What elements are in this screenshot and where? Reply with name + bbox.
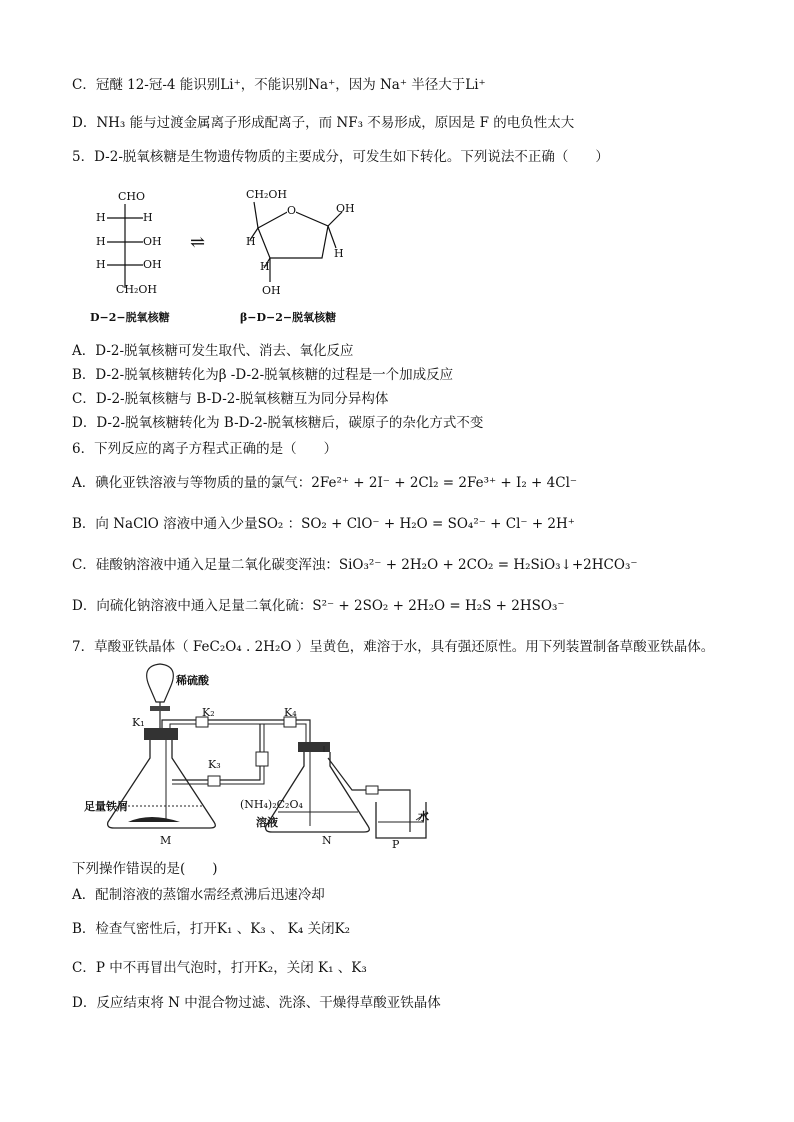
linear-c4-right: OH <box>143 258 162 271</box>
label-solution-word: 溶液 <box>256 816 278 829</box>
label-k2: K₂ <box>202 706 215 719</box>
ring-ch2oh: CH₂OH <box>246 188 288 201</box>
q6-option-c: C．硅酸钠溶液中通入足量二氧化碳变浑浊：SiO₃²⁻ + 2H₂O + 2CO₂ = H₂SiO₃↓+2HCO₃⁻ <box>72 557 638 573</box>
linear-c3-left: H <box>96 235 106 248</box>
linear-c2-right: H <box>143 211 153 224</box>
q5-option-d: D．D-2-脱氧核糖转化为 B-D-2-脱氧核糖后，碳原子的杂化方式不变 <box>72 415 484 431</box>
label-dilute-acid: 稀硫酸 <box>176 674 209 687</box>
q7-option-c: C．P 中不再冒出气泡时，打开K₂，关闭 K₁ 、K₃ <box>72 960 367 976</box>
ring-c1-h: H <box>334 247 344 260</box>
q6-option-a: A．碘化亚铁溶液与等物质的量的氯气：2Fe²⁺ + 2I⁻ + 2Cl₂ = 2Fe³⁺ + I₂ + 4Cl⁻ <box>72 475 578 491</box>
q7-ask: 下列操作错误的是( ) <box>72 861 218 877</box>
ring-name: β−D−2−脱氧核糖 <box>240 311 337 324</box>
q7-option-b: B．检查气密性后，打开K₁ 、K₃ 、 K₄ 关闭K₂ <box>72 921 351 937</box>
label-iron: 足量铁屑 <box>84 800 128 813</box>
linear-cho: CHO <box>118 190 146 203</box>
q7-option-a: A．配制溶液的蒸馏水需经煮沸后迅速冷却 <box>72 887 325 903</box>
ring-o: O <box>287 204 297 217</box>
q6-stem: 6．下列反应的离子方程式正确的是（ ） <box>72 441 338 457</box>
equilibrium-arrow: ⇌ <box>190 232 206 253</box>
label-flask-n: N <box>322 834 332 847</box>
linear-c4-left: H <box>96 258 106 271</box>
ring-c3-oh: OH <box>262 284 281 297</box>
label-k3: K₃ <box>208 758 221 771</box>
label-solution-formula: (NH₄)₂C₂O₄ <box>240 798 303 811</box>
q4-option-d: D．NH₃ 能与过渡金属离子形成配离子，而 NF₃ 不易形成，原因是 F 的电负性太大 <box>72 115 575 131</box>
q7-option-d: D．反应结束将 N 中混合物过滤、洗涤、干燥得草酸亚铁晶体 <box>72 995 441 1011</box>
ring-c3-h: H <box>260 260 270 273</box>
ring-c1-oh: OH <box>336 202 355 215</box>
label-water: 水 <box>418 810 429 823</box>
q6-option-d: D．向硫化钠溶液中通入足量二氧化硫：S²⁻ + 2SO₂ + 2H₂O = H₂S + 2HSO₃⁻ <box>72 598 565 614</box>
label-k1: K₁ <box>132 716 145 729</box>
q5-stem: 5．D-2-脱氧核糖是生物遗传物质的主要成分，可发生如下转化。下列说法不正确（ ） <box>72 149 609 165</box>
linear-c2-left: H <box>96 211 106 224</box>
q6-option-b: B．向 NaClO 溶液中通入少量SO₂ ：SO₂ + ClO⁻ + H₂O = SO₄²⁻ + Cl⁻ + 2H⁺ <box>72 516 575 532</box>
label-beaker-p: P <box>392 838 400 851</box>
label-k4: K₄ <box>284 706 297 719</box>
q4-option-c: C．冠醚 12-冠-4 能识别Li⁺，不能识别Na⁺，因为 Na⁺ 半径大于Li⁺ <box>72 77 486 93</box>
q7-stem: 7．草酸亚铁晶体（ FeC₂O₄ . 2H₂O ）呈黄色，难溶于水，具有强还原性。用下列装置制备草酸亚铁晶体。 <box>72 639 715 655</box>
q5-option-b: B．D-2-脱氧核糖转化为β -D-2-脱氧核糖的过程是一个加成反应 <box>72 367 454 383</box>
linear-name: D−2−脱氧核糖 <box>90 311 170 324</box>
q5-option-a: A．D-2-脱氧核糖可发生取代、消去、氧化反应 <box>72 343 354 359</box>
label-flask-m: M <box>160 834 172 847</box>
q5-option-c: C．D-2-脱氧核糖与 B-D-2-脱氧核糖互为同分异构体 <box>72 391 389 407</box>
linear-c3-right: OH <box>143 235 162 248</box>
ring-c4-h: H <box>246 235 256 248</box>
linear-ch2oh: CH₂OH <box>116 283 158 296</box>
